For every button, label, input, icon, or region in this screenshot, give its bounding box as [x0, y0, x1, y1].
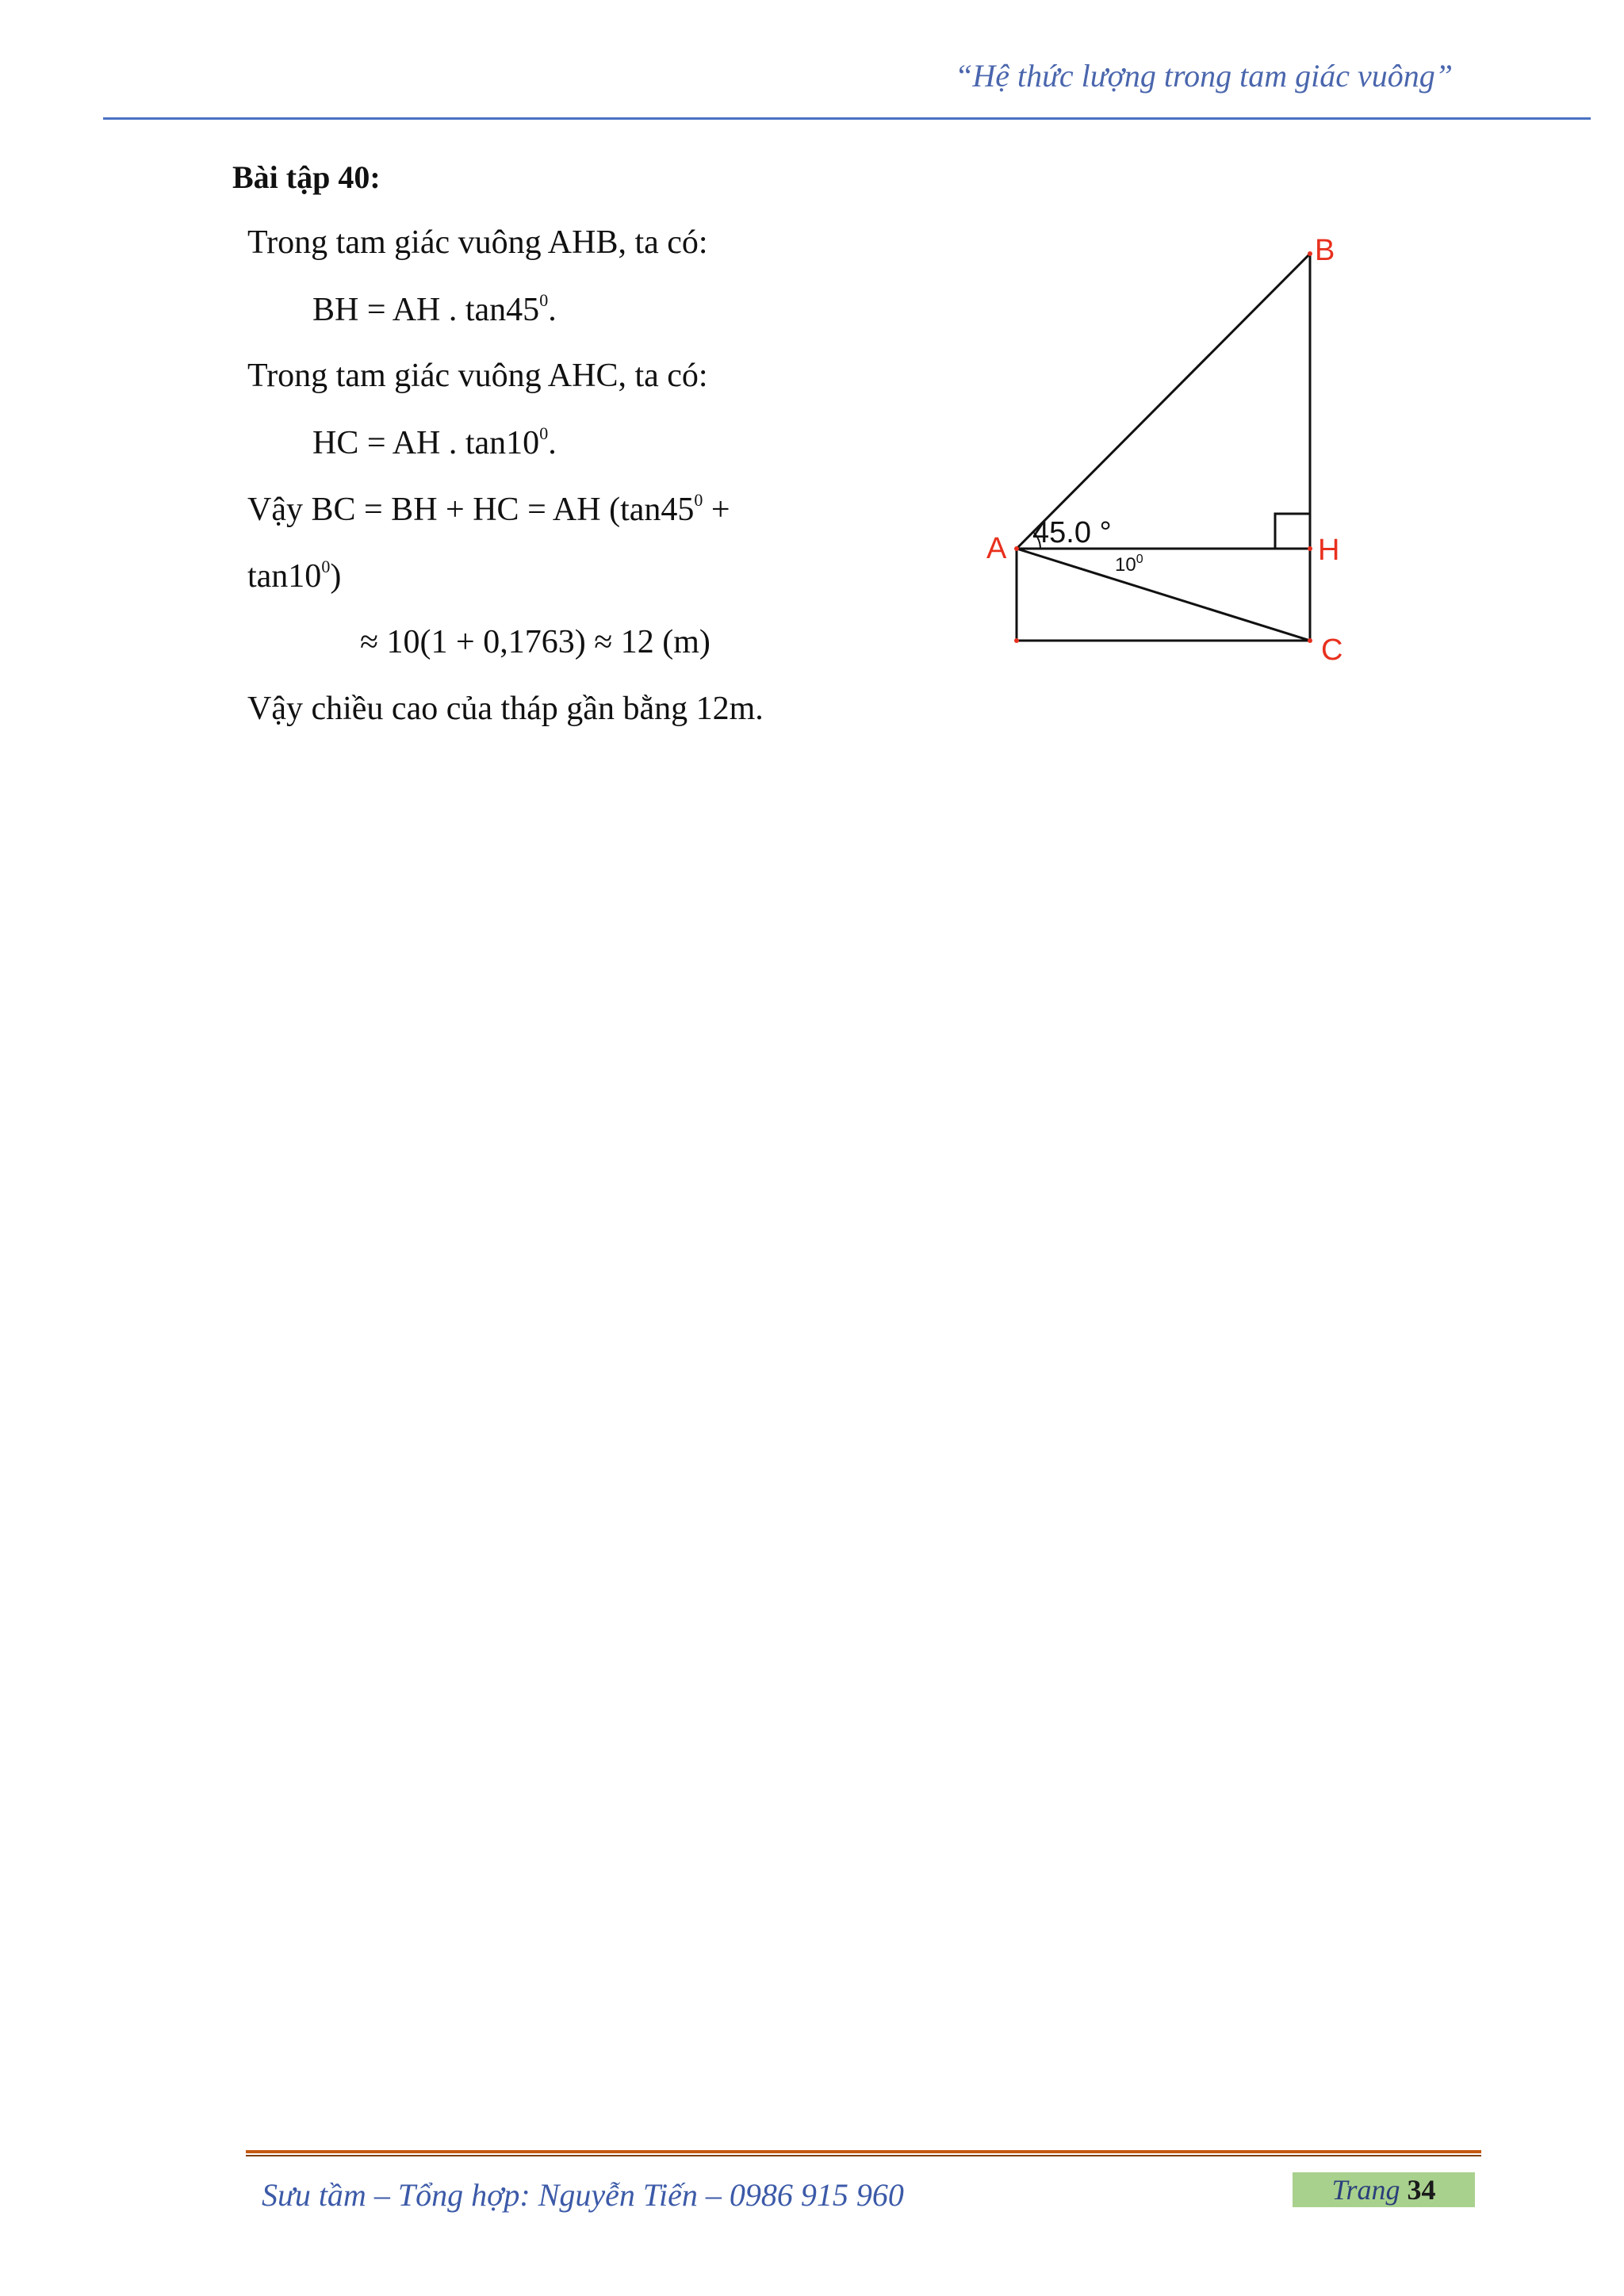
solution-line-5-sup: 0 — [694, 490, 703, 510]
solution-line-8: Vậy chiều cao của tháp gần bằng 12m. — [247, 691, 764, 727]
point-b — [1308, 251, 1312, 256]
solution-line-6-end: ) — [330, 558, 342, 595]
label-a: A — [986, 532, 1007, 565]
solution-line-6-sup: 0 — [321, 557, 331, 576]
right-angle-mark — [1275, 514, 1310, 549]
page-number: 34 — [1407, 2174, 1436, 2206]
footer-credit: Sưu tầm – Tổng hợp: Nguyễn Tiến – 0986 915 960 — [262, 2177, 904, 2213]
solution-line-5 — [247, 490, 730, 529]
point-h — [1308, 546, 1312, 551]
page-label: Trang — [1331, 2174, 1400, 2206]
point-a — [1014, 546, 1019, 551]
solution-line-5-end: + — [703, 492, 730, 528]
solution-line-4-text: HC = AH . tan10 — [312, 425, 540, 461]
solution-line-7: ≈ 10(1 + 0,1763) ≈ 12 (m) — [360, 624, 710, 660]
solution-line-2-end: . — [548, 292, 557, 328]
footer-divider-shadow — [246, 2155, 1481, 2156]
footer-divider — [246, 2150, 1481, 2153]
segment-ab — [1017, 254, 1310, 549]
header-divider — [103, 117, 1591, 120]
label-c: C — [1321, 633, 1343, 667]
solution-line-3: Trong tam giác vuông AHC, ta có: — [247, 358, 708, 394]
segment-ac — [1017, 549, 1310, 641]
geometry-figure — [975, 222, 1388, 682]
solution-line-6-text: tan10 — [247, 558, 322, 595]
solution-line-2-sup: 0 — [539, 290, 549, 310]
solution-line-4-sup: 0 — [539, 423, 549, 443]
page-number-badge — [1293, 2172, 1475, 2207]
solution-line-1: Trong tam giác vuông AHB, ta có: — [247, 224, 708, 261]
exercise-title: Bài tập 40: — [232, 159, 381, 195]
label-b: B — [1315, 234, 1335, 267]
angle-10-label — [1115, 553, 1143, 576]
solution-line-5-text: Vậy BC = BH + HC = AH (tan45 — [247, 492, 695, 528]
solution-line-4-end: . — [548, 425, 557, 461]
angle-10-sup: 0 — [1136, 553, 1143, 566]
solution-line-6 — [247, 557, 341, 595]
angle-45-label: 45.0 ° — [1032, 516, 1112, 549]
solution-line-4 — [312, 423, 557, 462]
solution-line-2 — [312, 290, 557, 329]
label-h: H — [1318, 534, 1340, 567]
angle-10-value: 10 — [1115, 554, 1136, 576]
solution-line-2-text: BH = AH . tan45 — [312, 292, 540, 328]
header-title: “Hệ thức lượng trong tam giác vuông” — [955, 58, 1453, 94]
point-d — [1014, 638, 1019, 643]
point-c — [1308, 638, 1312, 643]
